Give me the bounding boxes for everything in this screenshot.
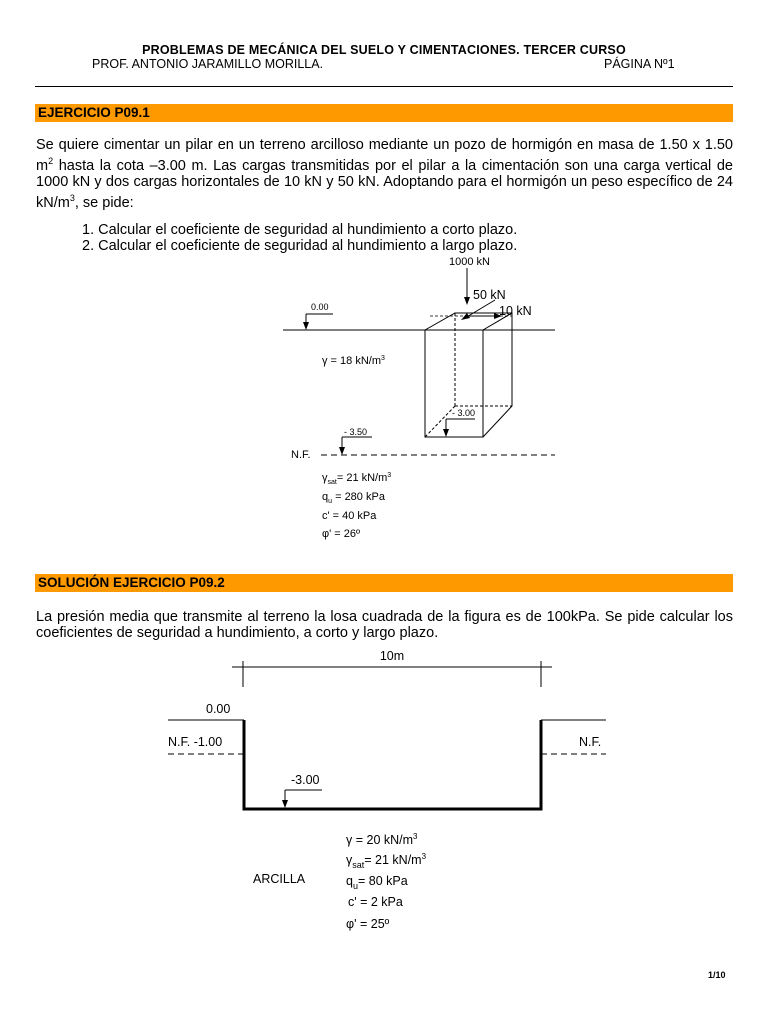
cohesion-value: c' = 40 kPa [322,510,377,522]
exercise1-statement [36,137,733,211]
author-line: PROF. ANTONIO JARAMILLO MORILLA. [92,57,324,71]
subscript: sat [327,479,337,486]
phi-text: ' = 25º [354,917,390,931]
superscript: 3 [387,472,392,479]
level-ground-label: 0.00 [206,702,231,716]
phi-value [346,917,390,931]
gamma-text: = 20 kN/m [352,833,414,847]
qu-value [322,491,386,505]
subscript: sat [352,860,365,870]
subscript: u [352,881,358,891]
gamma-text: = 18 kN/m [327,355,381,367]
superscript: 3 [381,355,385,362]
level-wt-label: - 3.50 [344,427,368,437]
gamma-sat-value [322,472,391,486]
shaft-front-face [425,330,483,437]
gamma-symbol: γ [322,355,328,367]
qu-main: q [346,874,353,888]
level-base-label: -3.00 [291,773,320,787]
superscript: 3 [413,832,418,841]
width-label: 10m [379,649,405,663]
shaft-hidden-edge [425,406,455,437]
level-base-label: - 3.00 [452,408,476,418]
arrowhead-icon [464,297,470,305]
phi-text: ' = 26º [329,528,361,540]
phi-symbol: φ [346,917,355,931]
statement-part-3: , se pide: [74,194,134,211]
qu-text: = 80 kPa [357,874,408,888]
qu-text: = 280 kPa [332,491,385,503]
cohesion-value: c' = 2 kPa [348,895,403,909]
exercise1-heading: EJERCICIO P09.1 [35,104,733,122]
gamma-sat-value [346,852,427,870]
gamma-value [346,832,418,847]
load-10-label: 10 kN [499,304,532,318]
arrowhead-icon [303,322,309,330]
gamma-symbol: γ [346,853,353,867]
gamma-sat-text: = 21 kN/m [364,853,422,867]
water-table-label: N.F. [291,449,311,461]
arrowhead-icon [339,447,345,455]
document-title: PROBLEMAS DE MECÁNICA DEL SUELO Y CIMENTACIONES. TERCER CURSO [142,43,626,57]
soil-label: ARCILLA [253,872,306,886]
load-50-label: 50 kN [473,288,506,302]
shaft-outline [425,313,512,437]
page-number: 1/10 [708,970,726,980]
qu-value [346,874,408,891]
qu-main: q [322,491,329,503]
exercise2-heading: SOLUCIÓN EJERCICIO P09.2 [35,574,733,592]
superscript: 2 [48,156,54,166]
task-item: 2. Calcular el coeficiente de seguridad al hundimiento a largo plazo. [82,238,518,254]
level-ground-label: 0.00 [311,302,329,312]
header-divider [35,86,733,87]
statement-part-2: hasta la cota –3.00 m. Las cargas transmitidas por el pilar a la cimentación son una carga vertical de 1000 kN y dos cargas horizontales de 10 kN y 50 kN. Adoptando para el hormigón un peso específico de 24 kN/m [36,157,733,211]
phi-symbol: φ [322,528,330,540]
gamma-symbol: γ [346,833,353,847]
subscript: u [328,498,333,505]
exercise2-figure [0,640,768,940]
superscript: 3 [69,192,75,203]
gamma-value [322,355,385,367]
page-label: PÁGINA Nº1 [604,57,675,71]
exercise1-figure [0,250,768,550]
slab-excavation [244,720,541,809]
phi-value [322,528,360,540]
arrowhead-icon [282,800,288,808]
superscript: 3 [421,852,427,861]
gamma-sat-text: = 21 kN/m [336,472,388,484]
horizontal-load-arrow-50 [465,300,495,318]
statement-part-1: Se quiere cimentar un pilar en un terreno arcilloso mediante un pozo de hormigón en masa de 1.50 x 1.50 m [36,137,733,174]
water-table-right-label: N.F. [579,735,602,749]
gamma-symbol: γ [322,472,328,484]
water-table-left-label: N.F. -1.00 [168,735,223,749]
task-item: 1. Calcular el coeficiente de seguridad al hundimiento a corto plazo. [82,222,518,238]
arrowhead-icon [443,429,449,437]
vertical-load-label: 1000 kN [449,256,490,268]
exercise2-statement: La presión media que transmite al terreno la losa cuadrada de la figura es de 100kPa. Se pide calcular los coeficientes de seguridad a hundimiento, a corto y largo plazo. [36,609,733,641]
